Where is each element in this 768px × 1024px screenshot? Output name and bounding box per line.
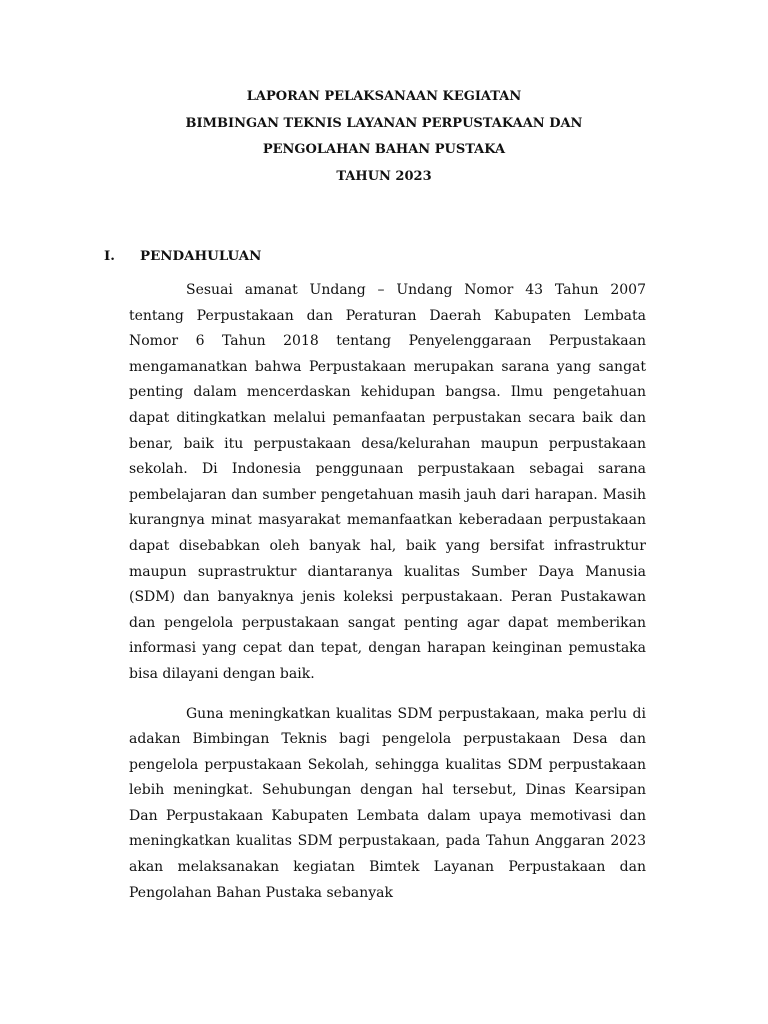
title-line-3: PENGOLAHAN BAHAN PUSTAKA xyxy=(262,142,506,157)
title-line-4: TAHUN 2023 xyxy=(336,168,432,184)
paragraph-1: Sesuai amanat Undang – Undang Nomor 43 Tahun 2007 tentang Perpustakaan dan Peraturan Daerah Kabupaten Lembata Nomor 6 Tahun 2018 tentang Penyelenggaraan Perpustakaan mengamanatkan bahwa Perpustakaan merupakan sarana yang sangat penting dalam mencerdaskan kehidupan bangsa. Ilmu pengetahuan dapat ditingkatkan melalui pemanfaatan perpustakan secara baik dan benar, baik itu perpustakaan desa/kelurahan maupun perpustakaan sekolah. Di Indonesia penggunaan perpustakaan sebagai sarana pembelajaran dan sumber pengetahuan masih jauh dari harapan. Masih kurangnya minat masyarakat memanfaatkan keberadaan perpustakaan dapat disebabkan oleh banyak hal, baik yang bersifat infrastruktur maupun suprastruktur diantaranya kualitas Sumber Daya Manusia (SDM) dan banyaknya jenis koleksi perpustakaan. Peran Pustakawan dan pengelola perpustakaan sangat penting agar dapat memberikan informasi yang cepat dan tepat, dengan harapan keinginan pemustaka bisa dilayani dengan baik. xyxy=(129,282,646,682)
section-body xyxy=(129,278,646,906)
report-title xyxy=(0,84,768,190)
section-number: I. xyxy=(104,248,115,264)
section-heading xyxy=(104,248,261,264)
section-title: PENDAHULUAN xyxy=(140,248,262,264)
title-line-2: BIMBINGAN TEKNIS LAYANAN PERPUSTAKAAN DAN xyxy=(185,115,583,131)
paragraph-2: Guna meningkatkan kualitas SDM perpustakaan, maka perlu di adakan Bimbingan Teknis bagi pengelola perpustakaan Desa dan pengelola perpustakaan Sekolah, sehingga kualitas SDM perpustakaan lebih meningkat. Sehubungan dengan hal tersebut, Dinas Kearsipan Dan Perpustakaan Kabupaten Lembata dalam upaya memotivasi dan meningkatkan kualitas SDM perpustakaan, pada Tahun Anggaran 2023 akan melaksanakan kegiatan Bimtek Layanan Perpustakaan dan Pengolahan Bahan Pustaka sebanyak xyxy=(129,705,646,901)
title-line-1: LAPORAN PELAKSANAAN KEGIATAN xyxy=(246,89,522,104)
